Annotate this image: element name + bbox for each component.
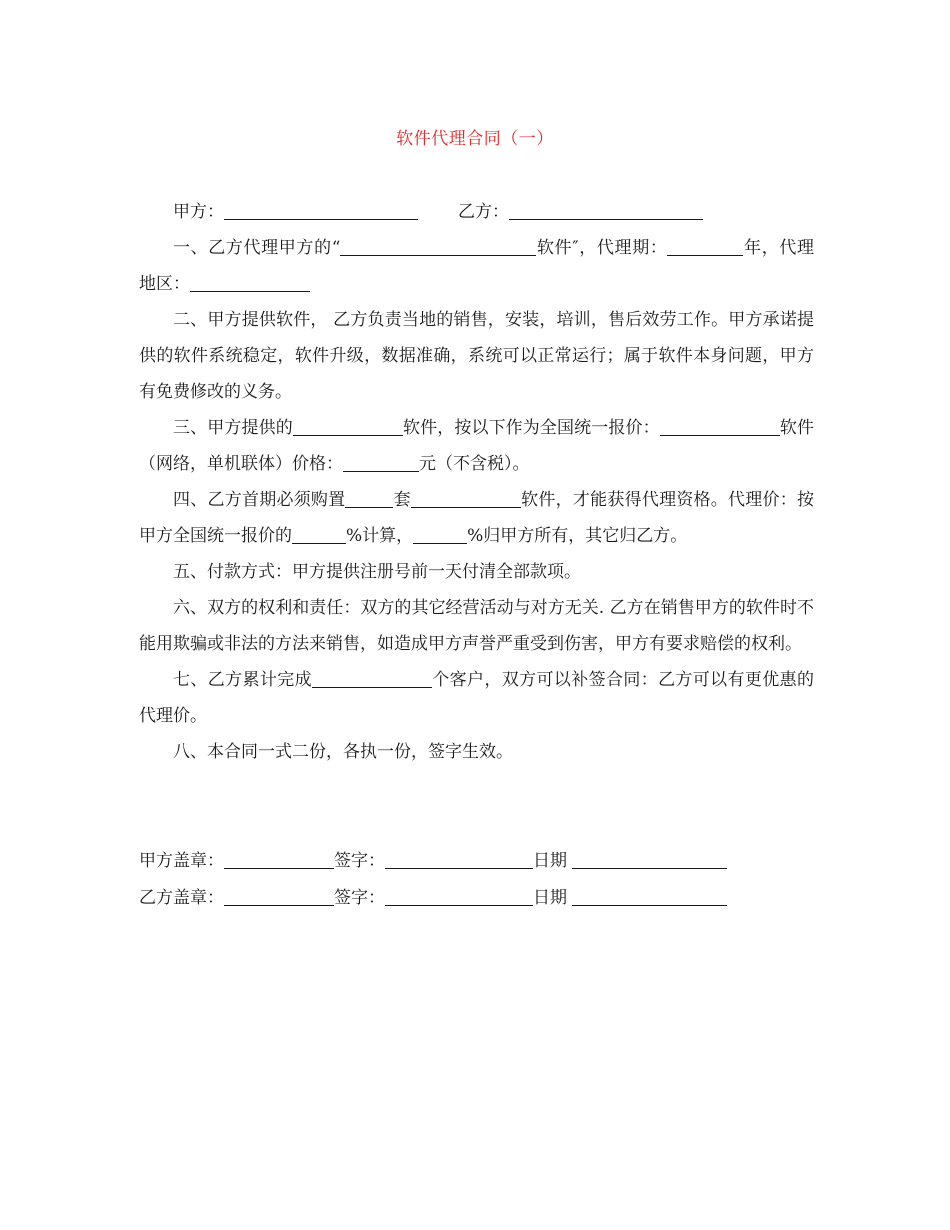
contract-body [139,194,814,770]
party-b-seal-label: 乙方盖章： [139,888,224,908]
clause-3-text-d: 元（不含税）。 [419,454,530,474]
clause-3-text-c: 软件（网络，单机联体）价格： [139,418,815,474]
clause-7-text-b: 个客户，双方可以补签合同：乙方可以有更优惠的代理价。 [139,670,815,726]
clause-6: 六、双方的权利和责任：双方的其它经营活动与对方无关. 乙方在销售甲方的软件时不能用欺骗或非法的方法来销售，如造成甲方声誉严重受到伤害，甲方有要求赔偿的权利。 [139,598,814,654]
software-blank-4[interactable] [411,490,521,508]
software-blank-3[interactable] [660,418,780,436]
clause-1 [139,230,814,302]
clause-4-text-a: 四、乙方首期必须购置 [173,490,346,510]
page-title: 软件代理合同（一） [396,129,554,149]
clause-4-text-c: 软件，才能获得代理资格。代理价：按甲方全国统一报价的 [139,490,815,546]
party-a-sign-label: 签字： [334,851,385,871]
party-a-blank[interactable] [224,202,418,220]
party-a-signature-row [139,843,727,879]
party-b-blank[interactable] [509,202,703,220]
party-a-seal-blank[interactable] [224,851,334,869]
price-blank[interactable] [343,454,419,472]
clause-8: 八、本合同一式二份，各执一份，签字生效。 [173,742,513,762]
clause-1-text-c: 年，代理地区： [139,238,815,294]
clause-4 [139,482,814,554]
agency-period-blank[interactable] [667,238,743,256]
percent-blank-2[interactable] [413,526,467,544]
percent-blank-1[interactable] [292,526,346,544]
software-name-blank[interactable] [340,238,536,256]
party-a-date-blank[interactable] [572,851,727,869]
party-b-date-blank[interactable] [572,888,727,906]
clause-3 [139,410,814,482]
party-a-date-label: 日期 [533,851,567,871]
clause-4-text-b: 套 [393,490,411,510]
party-b-label: 乙方： [458,202,509,222]
clause-7-text-a: 七、乙方累计完成 [173,670,312,690]
customer-count-blank[interactable] [312,670,432,688]
party-b-date-label: 日期 [533,888,567,908]
party-b-sign-label: 签字： [334,888,385,908]
party-b-signature-row [139,880,727,916]
clause-5: 五、付款方式：甲方提供注册号前一天付清全部款项。 [173,562,581,582]
clause-4-text-d: %计算， [346,526,414,546]
party-b-sign-blank[interactable] [385,888,533,906]
sets-count-blank[interactable] [345,490,393,508]
parties-line [139,194,814,230]
clause-7 [139,662,814,734]
software-blank-2[interactable] [293,418,403,436]
party-a-label: 甲方： [173,202,224,222]
party-a-seal-label: 甲方盖章： [139,851,224,871]
party-b-seal-blank[interactable] [224,888,334,906]
clause-4-text-e: %归甲方所有，其它归乙方。 [467,526,688,546]
party-a-sign-blank[interactable] [385,851,533,869]
clause-3-text-b: 软件，按以下作为全国统一报价： [402,418,660,438]
agency-region-blank[interactable] [190,274,310,292]
clause-1-text-a: 一、乙方代理甲方的“ [173,238,341,258]
clause-3-text-a: 三、甲方提供的 [173,418,293,438]
clause-2: 二、甲方提供软件， 乙方负责当地的销售，安装，培训，售后效劳工作。甲方承诺提供的软件系统稳定，软件升级，数据准确，系统可以正常运行；属于软件本身问题，甲方有免费修改的义务。 [139,310,814,402]
clause-1-text-b: 软件″，代理期： [536,238,668,258]
